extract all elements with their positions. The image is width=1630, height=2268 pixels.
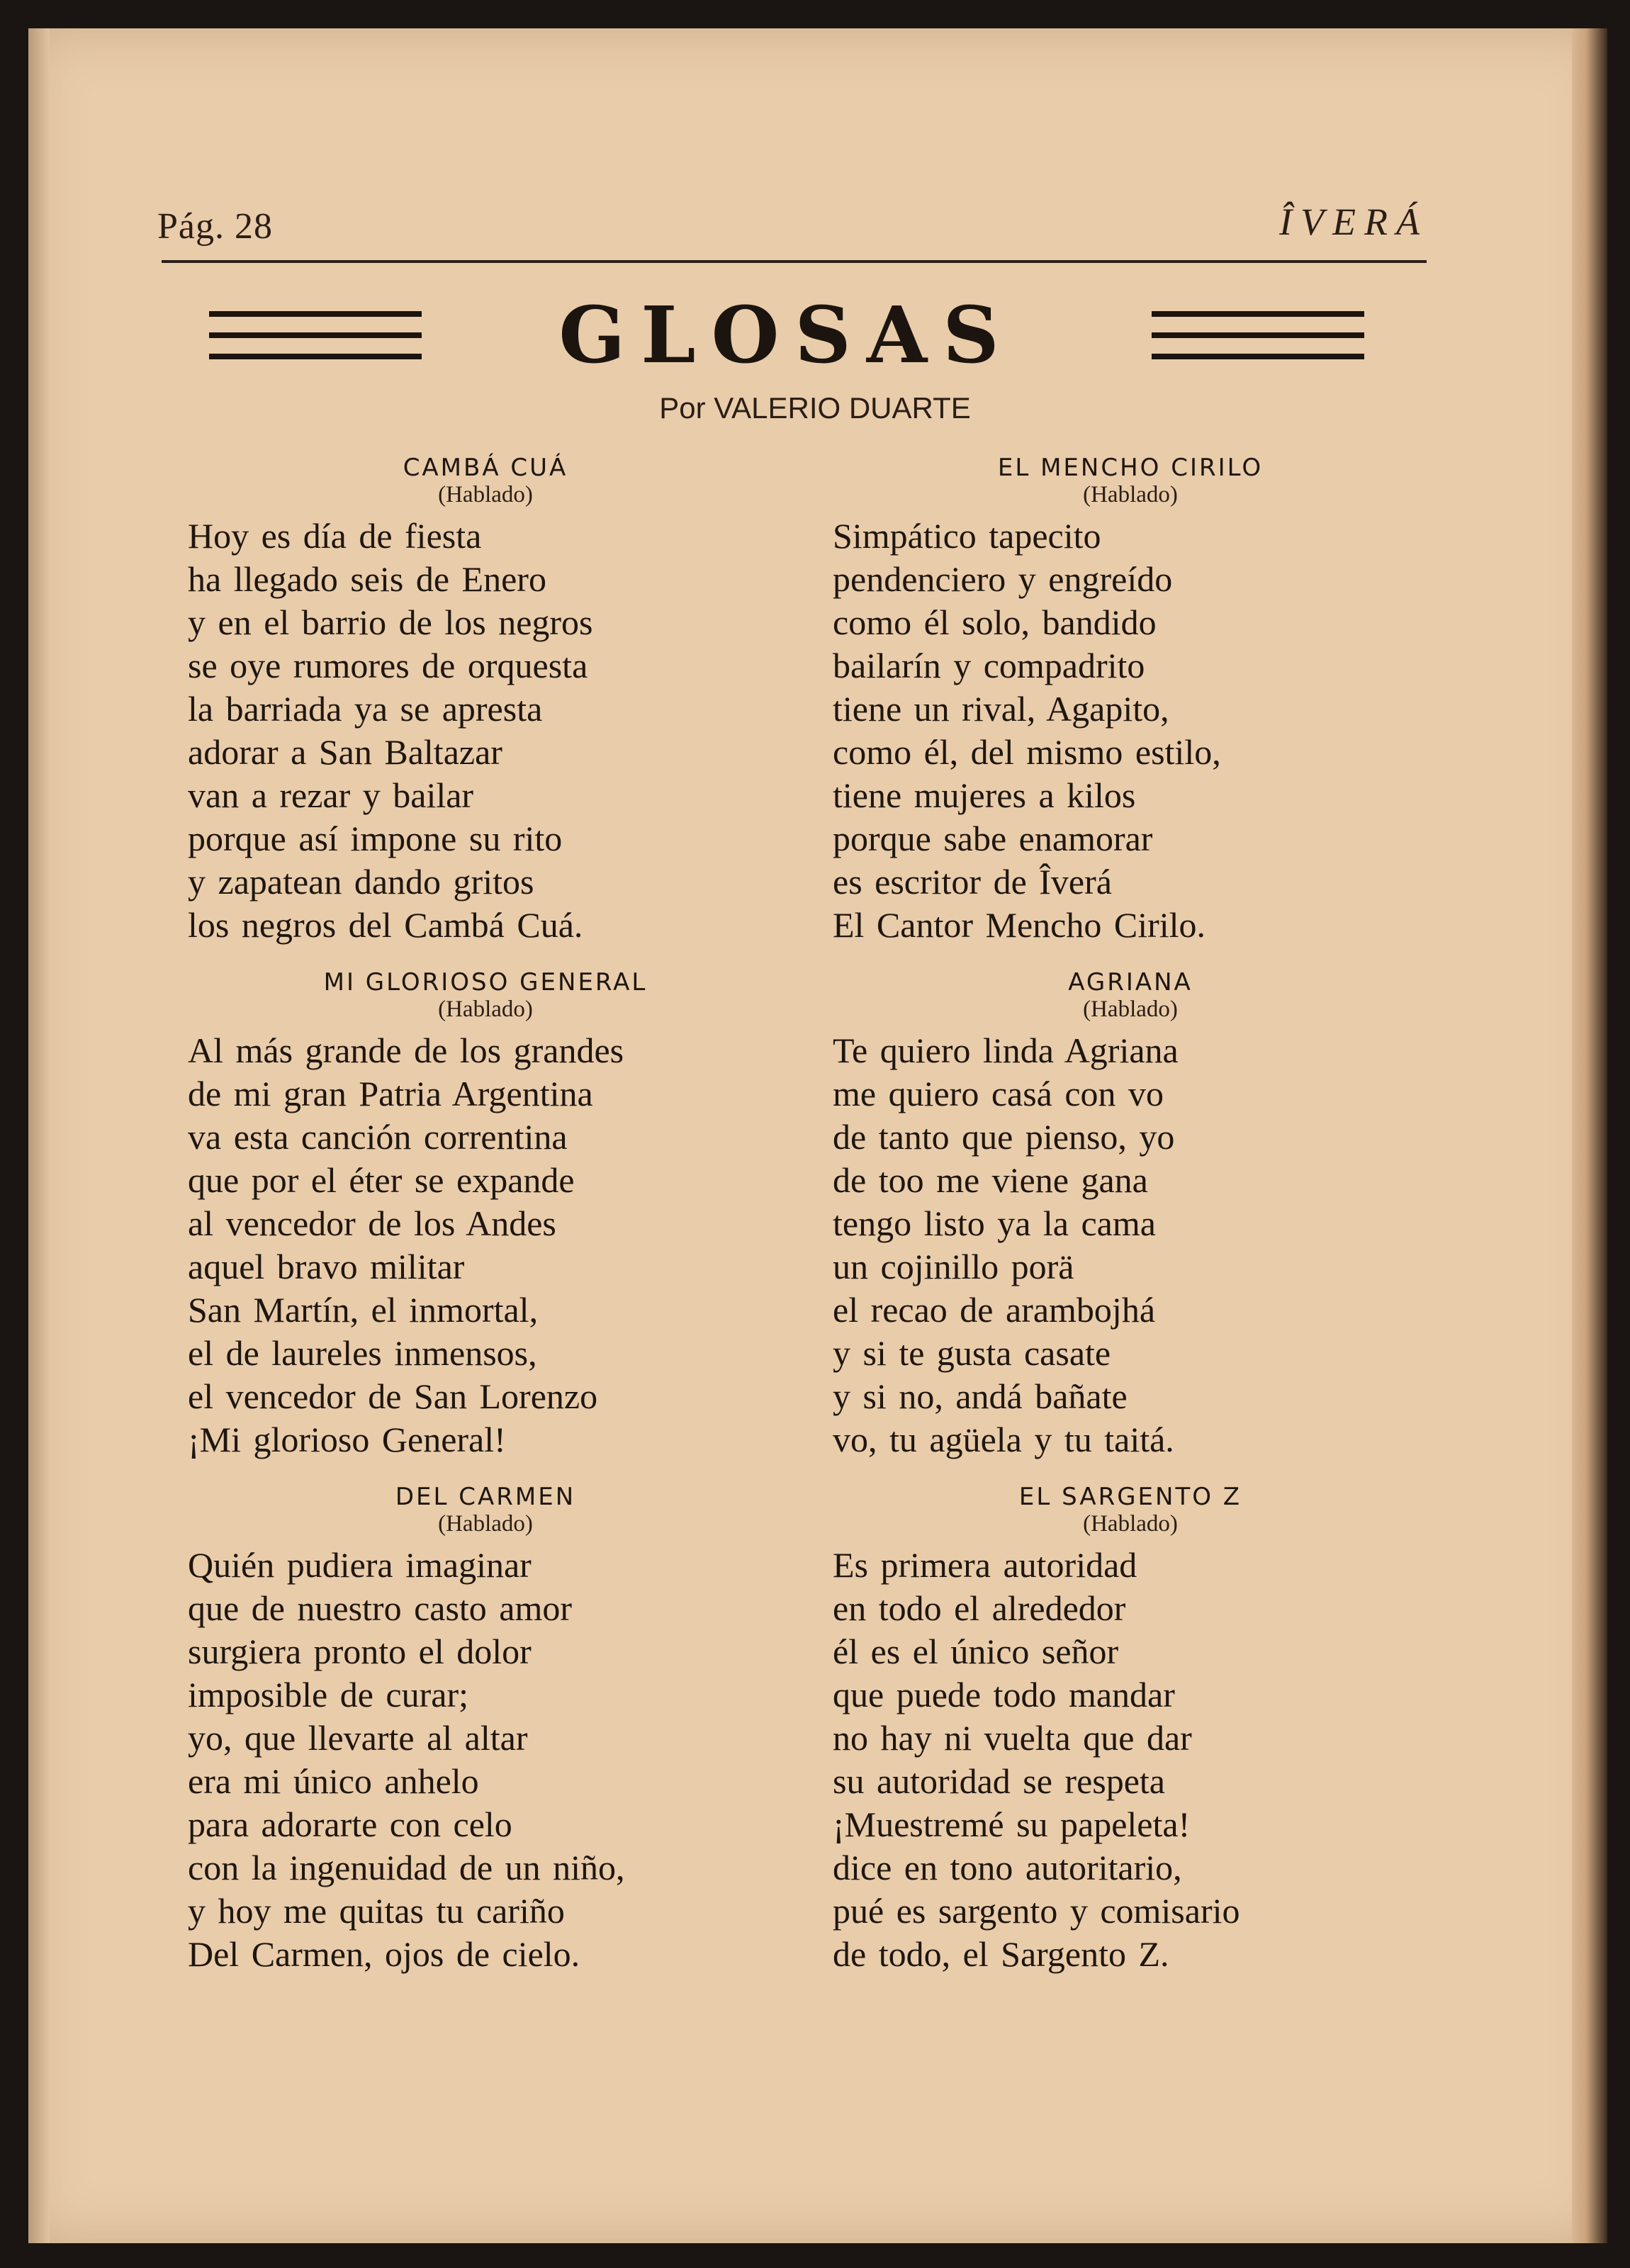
poem [188,1483,783,1976]
poem-note: (Hablado) [1083,482,1178,507]
verse-line: y hoy me quitas tu cariño [188,1891,565,1931]
verse-line: yo, que llevarte al altar [188,1718,528,1758]
poem-title: CAMBÁ CUÁ [403,454,568,482]
article-byline: Por VALERIO DUARTE [659,391,971,425]
verse-line: un cojinillo porä [833,1247,1074,1286]
verse-line: van a rezar y bailar [188,775,474,815]
verse-line: porque así impone su rito [188,819,563,858]
verse-line: porque sabe enamorar [833,819,1153,858]
verse-line: en todo el alrededor [833,1588,1126,1628]
verse-line: ha llegado seis de Enero [188,559,546,599]
verse-line: los negros del Cambá Cuá. [188,905,583,945]
verse-line: pué es sargento y comisario [833,1891,1240,1931]
article-title: GLOSAS [558,289,1015,381]
verse-line: ¡Muestremé su papeleta! [833,1804,1191,1844]
verse-line: para adorarte con celo [188,1804,512,1844]
verse-line: El Cantor Mencho Cirilo. [833,905,1206,945]
page-spine [28,28,50,2243]
verse-line: surgiera pronto el dolor [188,1632,532,1671]
verse-line: bailarín y compadrito [833,646,1145,685]
verse-line: imposible de curar; [188,1675,468,1714]
title-row [209,289,1364,381]
verse-line: como él, del mismo estilo, [833,732,1221,772]
right-column [833,454,1428,1997]
left-column [188,454,783,1997]
verse-line: de todo, el Sargento Z. [833,1934,1169,1974]
verse-line: pendenciero y engreído [833,559,1173,599]
verse-line: vo, tu agüela y tu taitá. [833,1420,1174,1459]
verse-line: de tanto que pienso, yo [833,1117,1175,1157]
poem-title: AGRIANA [1068,968,1193,997]
verse-line: tengo listo ya la cama [833,1203,1156,1243]
poem [833,1483,1428,1976]
poem [188,454,783,947]
verse-line: Quién pudiera imaginar [188,1545,532,1585]
poem-note: (Hablado) [438,997,533,1022]
verse-line: el vencedor de San Lorenzo [188,1376,598,1416]
verse-line: Hoy es día de fiesta [188,516,482,556]
verse-line: es escritor de Îverá [833,862,1112,902]
verse-line: ¡Mi glorioso General! [188,1420,506,1459]
verse-line: de too me viene gana [833,1160,1148,1200]
verse-line: adorar a San Baltazar [188,732,502,772]
poem-title: MI GLORIOSO GENERAL [323,968,648,997]
verse-line: que de nuestro casto amor [188,1588,573,1628]
verse-line: dice en tono autoritario, [833,1848,1182,1887]
verse-line: que por el éter se expande [188,1160,575,1200]
verse-line: Simpático tapecito [833,516,1101,556]
header-rule [162,260,1427,263]
verse-line: era mi único anhelo [188,1761,479,1801]
verse-line: y si te gusta casate [833,1333,1111,1373]
title-ornament-left [209,311,422,359]
verse-line: va esta canción correntina [188,1117,568,1157]
poem-title: DEL CARMEN [395,1483,576,1511]
verse-line: él es el único señor [833,1632,1119,1671]
verse-line: me quiero casá con vo [833,1074,1164,1113]
verse-line: se oye rumores de orquesta [188,646,588,685]
verse-line: Al más grande de los grandes [188,1031,624,1070]
verse-line: la barriada ya se apresta [188,689,543,729]
page-number: Pág. 28 [157,206,273,247]
verse-line: no hay ni vuelta que dar [833,1718,1192,1758]
verse-line: Te quiero linda Agriana [833,1031,1179,1070]
page-edge [1572,28,1607,2243]
verse-line: Del Carmen, ojos de cielo. [188,1934,580,1974]
poem-note: (Hablado) [1083,1511,1178,1537]
verse-line: como él solo, bandido [833,602,1157,642]
verse-line: de mi gran Patria Argentina [188,1074,593,1113]
verse-line: San Martín, el inmortal, [188,1290,539,1330]
verse-line: con la ingenuidad de un niño, [188,1848,625,1887]
poem-title: EL SARGENTO Z [1018,1483,1242,1511]
verse-line: y si no, andá bañate [833,1376,1128,1416]
verse-line: y en el barrio de los negros [188,602,593,642]
verse-line: que puede todo mandar [833,1675,1175,1714]
verse-line: el recao de arambojhá [833,1290,1156,1330]
verse-line: al vencedor de los Andes [188,1203,556,1243]
poem-note: (Hablado) [1083,997,1178,1022]
magazine-name: ÎVERÁ [1279,201,1428,243]
poem [833,968,1428,1461]
verse-line: su autoridad se respeta [833,1761,1166,1801]
poem [833,454,1428,947]
verse-line: Es primera autoridad [833,1545,1137,1585]
verse-line: aquel bravo militar [188,1247,465,1286]
poem-title: EL MENCHO CIRILO [997,454,1264,482]
verse-line: tiene mujeres a kilos [833,775,1136,815]
verse-line: el de laureles inmensos, [188,1333,537,1373]
poem [188,968,783,1461]
verse-line: y zapatean dando gritos [188,862,534,902]
page-header [0,0,1630,284]
poem-note: (Hablado) [438,482,533,507]
poem-note: (Hablado) [438,1511,533,1537]
title-ornament-right [1152,311,1364,359]
verse-line: tiene un rival, Agapito, [833,689,1169,729]
